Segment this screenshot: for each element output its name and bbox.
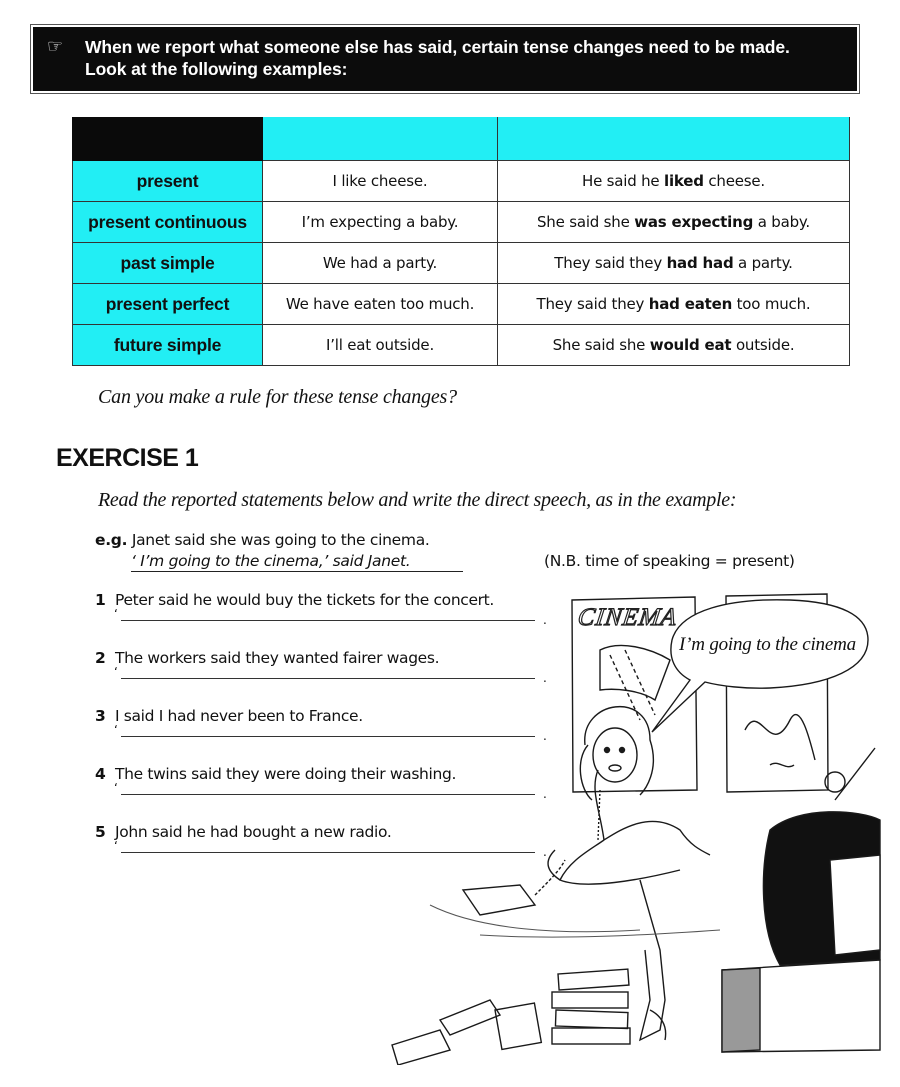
cinema-poster-sign: CINEMA xyxy=(576,604,680,631)
table-header-row xyxy=(73,118,850,161)
television-drawing xyxy=(763,748,880,965)
item-statement: Peter said he would buy the tickets for the concert. xyxy=(115,591,494,609)
full-stop: . xyxy=(543,671,547,685)
item-statement: I said I had never been to France. xyxy=(115,707,363,725)
direct-speech: I’ll eat outside. xyxy=(263,325,498,366)
direct-speech: We had a party. xyxy=(263,243,498,284)
direct-speech: We have eaten too much. xyxy=(263,284,498,325)
open-quote: ‘ xyxy=(114,781,118,795)
tense-change-table xyxy=(72,117,850,366)
exercise-title: EXERCISE 1 xyxy=(56,444,199,472)
table-row xyxy=(73,243,850,284)
open-quote: ‘ xyxy=(114,607,118,621)
table-header-reported xyxy=(498,118,850,161)
item-statement: The workers said they wanted fairer wages. xyxy=(115,649,440,667)
banner-line-2: Look at the following examples: xyxy=(85,59,348,79)
open-quote: ‘ xyxy=(114,665,118,679)
direct-speech: I’m expecting a baby. xyxy=(263,202,498,243)
telephone-drawing xyxy=(463,885,535,915)
open-quote: ‘ xyxy=(114,723,118,737)
changed-verb: would eat xyxy=(649,336,732,354)
table-row xyxy=(73,161,850,202)
table-row xyxy=(73,325,850,366)
reported-speech: She said she was expecting a baby. xyxy=(498,202,850,243)
table-row xyxy=(73,202,850,243)
table-row xyxy=(73,284,850,325)
table-header-direct xyxy=(263,118,498,161)
exercise-instructions: Read the reported statements below and write the direct speech, as in the example: xyxy=(98,489,737,511)
full-stop: . xyxy=(543,787,547,801)
table-header-corner xyxy=(73,118,263,161)
example-text: Janet said she was going to the cinema. xyxy=(131,531,430,549)
item-number: 4 xyxy=(95,765,106,783)
pointing-hand-icon: ☞ xyxy=(47,36,64,57)
rule-question: Can you make a rule for these tense changes? xyxy=(98,386,457,408)
banner-line-1: When we report what someone else has said, certain tense changes need to be made. xyxy=(85,37,790,57)
reported-speech: She said she would eat outside. xyxy=(498,325,850,366)
item-number: 3 xyxy=(95,707,106,725)
example-note: (N.B. time of speaking = present) xyxy=(544,552,795,570)
tense-name: future simple xyxy=(73,325,263,366)
open-quote: ‘ xyxy=(114,839,118,853)
cassette-player-drawing xyxy=(392,1000,541,1065)
speech-bubble-text: I’m going to the cinema xyxy=(679,634,856,655)
example-answer: ‘ I’m going to the cinema,’ said Janet. xyxy=(131,551,463,572)
item-number: 5 xyxy=(95,823,106,841)
videotape-stack-drawing xyxy=(552,969,630,1044)
instruction-banner xyxy=(30,24,860,94)
item-number: 1 xyxy=(95,591,106,609)
changed-verb: liked xyxy=(664,172,704,190)
full-stop: . xyxy=(543,845,547,859)
changed-verb: had eaten xyxy=(648,295,733,313)
banner-text xyxy=(85,36,790,91)
tense-name: present continuous xyxy=(73,202,263,243)
reported-speech: They said they had eaten too much. xyxy=(498,284,850,325)
tense-name: present perfect xyxy=(73,284,263,325)
speech-bubble-outline xyxy=(652,600,868,732)
girl-on-phone-illustration xyxy=(385,585,885,1065)
full-stop: . xyxy=(543,729,547,743)
changed-verb: was expecting xyxy=(634,213,754,231)
changed-verb: had had xyxy=(666,254,734,272)
direct-speech: I like cheese. xyxy=(263,161,498,202)
full-stop: . xyxy=(543,613,547,627)
item-number: 2 xyxy=(95,649,106,667)
tense-name: present xyxy=(73,161,263,202)
reported-speech: They said they had had a party. xyxy=(498,243,850,284)
tense-name: past simple xyxy=(73,243,263,284)
item-statement: John said he had bought a new radio. xyxy=(115,823,392,841)
item-statement: The twins said they were doing their washing. xyxy=(115,765,457,783)
example-label: e.g. xyxy=(95,531,128,549)
reported-speech: He said he liked cheese. xyxy=(498,161,850,202)
example-statement xyxy=(95,531,430,549)
